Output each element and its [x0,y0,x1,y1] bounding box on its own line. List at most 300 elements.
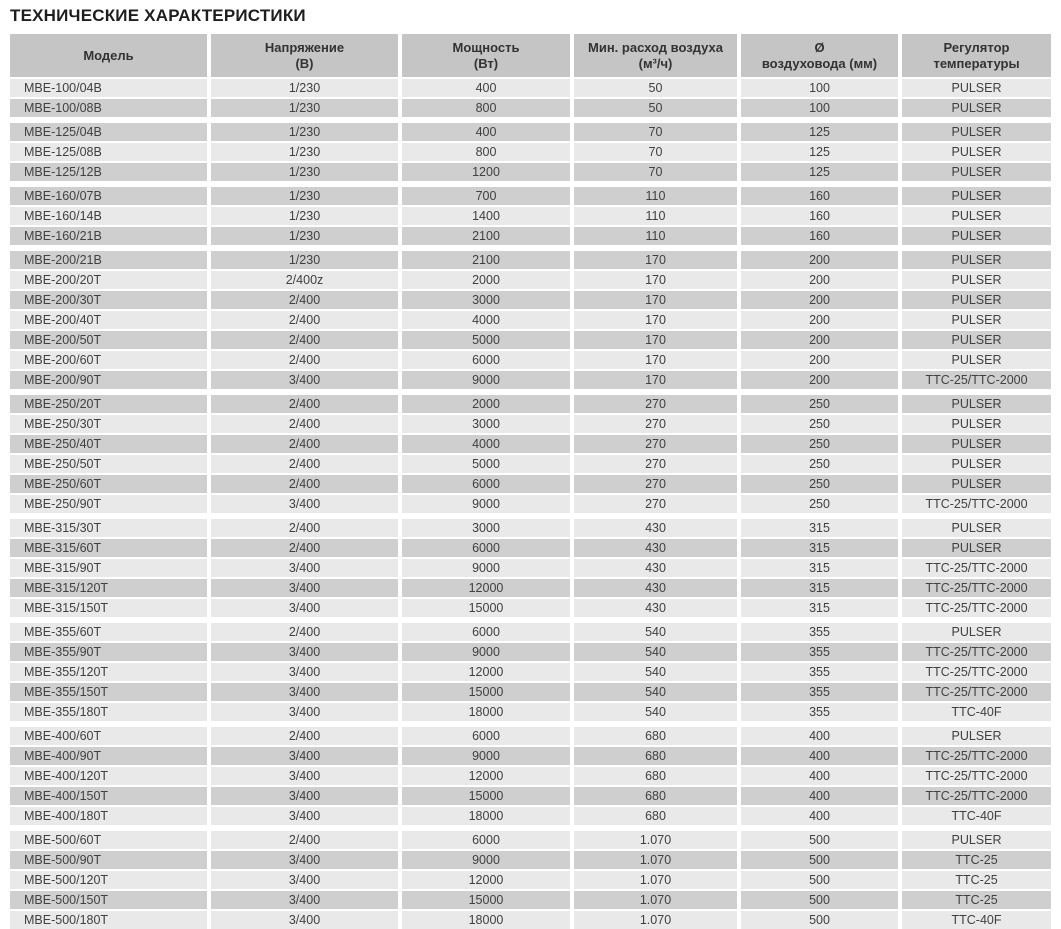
cell-regulator: TTC-25/TTC-2000 [902,371,1051,389]
cell-power: 12000 [402,871,570,889]
cell-power: 12000 [402,663,570,681]
cell-voltage: 3/400 [211,371,398,389]
cell-regulator: TTC-40F [902,703,1051,721]
cell-duct-diameter: 160 [741,207,898,225]
cell-airflow: 540 [574,703,737,721]
cell-duct-diameter: 200 [741,351,898,369]
cell-duct-diameter: 400 [741,767,898,785]
cell-model: MBE-315/90T [10,559,207,577]
cell-power: 9000 [402,747,570,765]
table-row [10,851,1051,869]
cell-power: 4000 [402,311,570,329]
cell-airflow: 50 [574,99,737,117]
table-row [10,187,1051,205]
table-row [10,623,1051,641]
cell-duct-diameter: 125 [741,143,898,161]
cell-regulator: PULSER [902,435,1051,453]
cell-duct-diameter: 125 [741,123,898,141]
cell-voltage: 2/400 [211,475,398,493]
cell-regulator: TTC-25/TTC-2000 [902,495,1051,513]
model-group [10,623,1051,721]
cell-power: 4000 [402,435,570,453]
table-row [10,703,1051,721]
cell-voltage: 3/400 [211,599,398,617]
cell-voltage: 3/400 [211,495,398,513]
cell-airflow: 270 [574,495,737,513]
cell-model: MBE-500/90T [10,851,207,869]
cell-regulator: PULSER [902,455,1051,473]
cell-airflow: 270 [574,395,737,413]
cell-regulator: PULSER [902,539,1051,557]
table-row [10,727,1051,745]
cell-voltage: 3/400 [211,911,398,929]
cell-voltage: 3/400 [211,643,398,661]
cell-airflow: 680 [574,727,737,745]
cell-airflow: 170 [574,351,737,369]
table-row [10,79,1051,97]
cell-voltage: 3/400 [211,559,398,577]
cell-model: MBE-250/90T [10,495,207,513]
table-row [10,911,1051,929]
cell-voltage: 2/400 [211,831,398,849]
cell-duct-diameter: 250 [741,395,898,413]
cell-power: 9000 [402,851,570,869]
cell-power: 800 [402,99,570,117]
cell-power: 5000 [402,455,570,473]
table-row [10,207,1051,225]
cell-voltage: 3/400 [211,891,398,909]
cell-regulator: PULSER [902,831,1051,849]
cell-airflow: 110 [574,227,737,245]
cell-voltage: 2/400 [211,455,398,473]
cell-airflow: 430 [574,539,737,557]
column-header-label: Ø [814,39,825,55]
model-group [10,395,1051,513]
cell-duct-diameter: 160 [741,187,898,205]
cell-model: MBE-500/180T [10,911,207,929]
cell-duct-diameter: 315 [741,559,898,577]
cell-power: 9000 [402,643,570,661]
cell-regulator: PULSER [902,207,1051,225]
cell-power: 15000 [402,683,570,701]
table-row [10,579,1051,597]
cell-regulator: PULSER [902,163,1051,181]
cell-regulator: PULSER [902,227,1051,245]
cell-power: 2000 [402,271,570,289]
cell-power: 6000 [402,351,570,369]
cell-power: 9000 [402,559,570,577]
cell-voltage: 2/400 [211,519,398,537]
cell-power: 3000 [402,291,570,309]
page-title: ТЕХНИЧЕСКИЕ ХАРАКТЕРИСТИКИ [10,6,306,25]
cell-voltage: 1/230 [211,251,398,269]
cell-voltage: 1/230 [211,207,398,225]
column-header-voltage [211,34,398,77]
cell-model: MBE-200/50T [10,331,207,349]
cell-duct-diameter: 400 [741,787,898,805]
cell-voltage: 2/400 [211,395,398,413]
cell-power: 15000 [402,599,570,617]
cell-model: MBE-200/40T [10,311,207,329]
table-row [10,251,1051,269]
cell-airflow: 1.070 [574,851,737,869]
table-row [10,767,1051,785]
cell-regulator: TTC-25/TTC-2000 [902,579,1051,597]
cell-voltage: 1/230 [211,163,398,181]
cell-airflow: 110 [574,187,737,205]
cell-model: MBE-160/14B [10,207,207,225]
cell-model: MBE-355/150T [10,683,207,701]
table-row [10,683,1051,701]
cell-airflow: 170 [574,291,737,309]
cell-voltage: 2/400z [211,271,398,289]
table-header-row [10,34,1051,77]
table-row [10,227,1051,245]
table-row [10,143,1051,161]
table-row [10,831,1051,849]
column-header-regulator [902,34,1051,77]
cell-voltage: 2/400 [211,351,398,369]
cell-duct-diameter: 355 [741,623,898,641]
cell-model: MBE-315/120T [10,579,207,597]
cell-duct-diameter: 250 [741,475,898,493]
cell-model: MBE-250/30T [10,415,207,433]
table-row [10,663,1051,681]
cell-model: MBE-400/150T [10,787,207,805]
model-group [10,79,1051,117]
cell-airflow: 270 [574,435,737,453]
cell-duct-diameter: 355 [741,663,898,681]
cell-duct-diameter: 200 [741,311,898,329]
table-row [10,871,1051,889]
column-header-label: Регулятор [943,39,1010,55]
table-row [10,435,1051,453]
cell-duct-diameter: 250 [741,435,898,453]
table-row [10,163,1051,181]
cell-voltage: 2/400 [211,435,398,453]
cell-power: 400 [402,79,570,97]
cell-model: MBE-100/04B [10,79,207,97]
cell-power: 6000 [402,475,570,493]
cell-duct-diameter: 200 [741,291,898,309]
cell-airflow: 430 [574,579,737,597]
cell-duct-diameter: 500 [741,871,898,889]
cell-model: MBE-500/120T [10,871,207,889]
column-header-unit: воздуховода (мм) [761,55,878,71]
cell-duct-diameter: 315 [741,519,898,537]
cell-regulator: TTC-25/TTC-2000 [902,767,1051,785]
cell-power: 2100 [402,227,570,245]
cell-airflow: 1.070 [574,831,737,849]
cell-duct-diameter: 500 [741,891,898,909]
cell-airflow: 170 [574,311,737,329]
cell-model: MBE-315/60T [10,539,207,557]
table-row [10,599,1051,617]
cell-model: MBE-355/60T [10,623,207,641]
cell-airflow: 680 [574,787,737,805]
cell-airflow: 540 [574,683,737,701]
cell-duct-diameter: 315 [741,579,898,597]
cell-voltage: 2/400 [211,623,398,641]
cell-power: 1200 [402,163,570,181]
cell-airflow: 1.070 [574,891,737,909]
table-row [10,643,1051,661]
cell-airflow: 540 [574,663,737,681]
table-row [10,747,1051,765]
table-row [10,371,1051,389]
cell-regulator: PULSER [902,143,1051,161]
cell-regulator: PULSER [902,123,1051,141]
spec-table [10,34,1051,929]
cell-duct-diameter: 250 [741,415,898,433]
cell-voltage: 1/230 [211,187,398,205]
column-header-label: Напряжение [264,39,345,55]
cell-duct-diameter: 315 [741,539,898,557]
cell-model: MBE-250/40T [10,435,207,453]
cell-voltage: 3/400 [211,747,398,765]
cell-airflow: 1.070 [574,911,737,929]
cell-voltage: 3/400 [211,703,398,721]
cell-voltage: 3/400 [211,851,398,869]
cell-airflow: 270 [574,455,737,473]
cell-voltage: 3/400 [211,871,398,889]
cell-voltage: 2/400 [211,727,398,745]
cell-airflow: 680 [574,767,737,785]
cell-regulator: PULSER [902,251,1051,269]
cell-regulator: PULSER [902,351,1051,369]
cell-model: MBE-400/60T [10,727,207,745]
cell-model: MBE-250/50T [10,455,207,473]
cell-power: 3000 [402,415,570,433]
cell-airflow: 540 [574,643,737,661]
cell-duct-diameter: 355 [741,643,898,661]
cell-power: 12000 [402,767,570,785]
cell-airflow: 1.070 [574,871,737,889]
cell-model: MBE-125/04B [10,123,207,141]
cell-airflow: 540 [574,623,737,641]
table-row [10,311,1051,329]
cell-duct-diameter: 400 [741,807,898,825]
cell-power: 6000 [402,623,570,641]
cell-voltage: 1/230 [211,99,398,117]
cell-airflow: 270 [574,415,737,433]
cell-duct-diameter: 200 [741,331,898,349]
cell-regulator: PULSER [902,519,1051,537]
model-group [10,727,1051,825]
cell-duct-diameter: 500 [741,831,898,849]
cell-power: 6000 [402,831,570,849]
cell-regulator: PULSER [902,623,1051,641]
cell-duct-diameter: 250 [741,455,898,473]
cell-duct-diameter: 100 [741,99,898,117]
cell-voltage: 2/400 [211,311,398,329]
cell-power: 18000 [402,911,570,929]
cell-model: MBE-250/20T [10,395,207,413]
cell-model: MBE-355/90T [10,643,207,661]
table-row [10,787,1051,805]
cell-power: 1400 [402,207,570,225]
cell-regulator: TTC-25 [902,891,1051,909]
table-row [10,271,1051,289]
cell-airflow: 70 [574,143,737,161]
cell-power: 3000 [402,519,570,537]
cell-power: 700 [402,187,570,205]
column-header-model [10,34,207,77]
cell-power: 400 [402,123,570,141]
cell-voltage: 1/230 [211,79,398,97]
cell-airflow: 170 [574,331,737,349]
cell-regulator: PULSER [902,395,1051,413]
cell-airflow: 430 [574,599,737,617]
cell-regulator: PULSER [902,311,1051,329]
cell-power: 2000 [402,395,570,413]
table-row [10,495,1051,513]
cell-voltage: 1/230 [211,227,398,245]
model-group [10,123,1051,181]
cell-airflow: 170 [574,371,737,389]
cell-airflow: 110 [574,207,737,225]
column-header-label: Мощность [452,39,520,55]
cell-power: 15000 [402,787,570,805]
cell-duct-diameter: 355 [741,703,898,721]
cell-model: MBE-315/30T [10,519,207,537]
model-group [10,831,1051,929]
column-header-unit: температуры [933,55,1020,71]
cell-regulator: TTC-25/TTC-2000 [902,599,1051,617]
cell-regulator: TTC-40F [902,807,1051,825]
cell-airflow: 680 [574,807,737,825]
cell-power: 6000 [402,539,570,557]
column-header-unit: (В) [295,55,314,71]
column-header-unit: (Вт) [473,55,499,71]
column-header-label: Мин. расход воздуха [588,39,723,55]
table-row [10,331,1051,349]
cell-regulator: TTC-25/TTC-2000 [902,787,1051,805]
cell-model: MBE-200/21B [10,251,207,269]
cell-voltage: 3/400 [211,767,398,785]
cell-airflow: 70 [574,123,737,141]
cell-model: MBE-125/12B [10,163,207,181]
cell-voltage: 2/400 [211,415,398,433]
model-group [10,187,1051,245]
cell-duct-diameter: 160 [741,227,898,245]
cell-model: MBE-200/30T [10,291,207,309]
table-row [10,475,1051,493]
cell-model: MBE-355/180T [10,703,207,721]
cell-voltage: 1/230 [211,143,398,161]
cell-regulator: PULSER [902,291,1051,309]
table-row [10,415,1051,433]
column-header-power [402,34,570,77]
table-row [10,519,1051,537]
table-row [10,891,1051,909]
cell-voltage: 1/230 [211,123,398,141]
cell-power: 12000 [402,579,570,597]
table-row [10,455,1051,473]
cell-voltage: 3/400 [211,787,398,805]
cell-regulator: TTC-25 [902,871,1051,889]
table-row [10,807,1051,825]
cell-model: MBE-500/60T [10,831,207,849]
cell-regulator: PULSER [902,415,1051,433]
cell-voltage: 3/400 [211,663,398,681]
cell-voltage: 2/400 [211,539,398,557]
cell-regulator: TTC-25/TTC-2000 [902,747,1051,765]
cell-model: MBE-250/60T [10,475,207,493]
cell-model: MBE-500/150T [10,891,207,909]
cell-power: 5000 [402,331,570,349]
table-row [10,99,1051,117]
cell-regulator: TTC-25 [902,851,1051,869]
table-row [10,291,1051,309]
cell-duct-diameter: 200 [741,271,898,289]
cell-regulator: PULSER [902,271,1051,289]
model-group [10,519,1051,617]
cell-airflow: 70 [574,163,737,181]
cell-regulator: PULSER [902,79,1051,97]
model-group [10,251,1051,389]
cell-power: 18000 [402,807,570,825]
table-row [10,123,1051,141]
table-row [10,559,1051,577]
cell-voltage: 3/400 [211,579,398,597]
cell-model: MBE-400/120T [10,767,207,785]
column-header-airflow [574,34,737,77]
cell-power: 18000 [402,703,570,721]
cell-regulator: PULSER [902,727,1051,745]
column-header-unit: (м³/ч) [638,55,673,71]
cell-power: 800 [402,143,570,161]
cell-regulator: TTC-25/TTC-2000 [902,683,1051,701]
cell-regulator: TTC-25/TTC-2000 [902,663,1051,681]
cell-regulator: TTC-25/TTC-2000 [902,643,1051,661]
cell-model: MBE-100/08B [10,99,207,117]
cell-duct-diameter: 100 [741,79,898,97]
cell-duct-diameter: 500 [741,911,898,929]
cell-airflow: 430 [574,559,737,577]
cell-regulator: TTC-40F [902,911,1051,929]
cell-regulator: PULSER [902,331,1051,349]
cell-duct-diameter: 200 [741,371,898,389]
cell-voltage: 3/400 [211,807,398,825]
cell-airflow: 680 [574,747,737,765]
cell-model: MBE-200/90T [10,371,207,389]
cell-model: MBE-355/120T [10,663,207,681]
cell-regulator: PULSER [902,187,1051,205]
cell-airflow: 170 [574,271,737,289]
cell-airflow: 50 [574,79,737,97]
cell-model: MBE-315/150T [10,599,207,617]
cell-power: 6000 [402,727,570,745]
cell-model: MBE-400/180T [10,807,207,825]
cell-model: MBE-400/90T [10,747,207,765]
table-row [10,539,1051,557]
cell-model: MBE-200/20T [10,271,207,289]
cell-power: 9000 [402,495,570,513]
cell-duct-diameter: 355 [741,683,898,701]
cell-model: MBE-160/07B [10,187,207,205]
column-header-label: Модель [83,47,134,63]
cell-voltage: 3/400 [211,683,398,701]
cell-model: MBE-125/08B [10,143,207,161]
cell-regulator: TTC-25/TTC-2000 [902,559,1051,577]
cell-power: 15000 [402,891,570,909]
column-header-duct-diameter [741,34,898,77]
table-row [10,351,1051,369]
cell-model: MBE-200/60T [10,351,207,369]
cell-duct-diameter: 200 [741,251,898,269]
cell-duct-diameter: 500 [741,851,898,869]
